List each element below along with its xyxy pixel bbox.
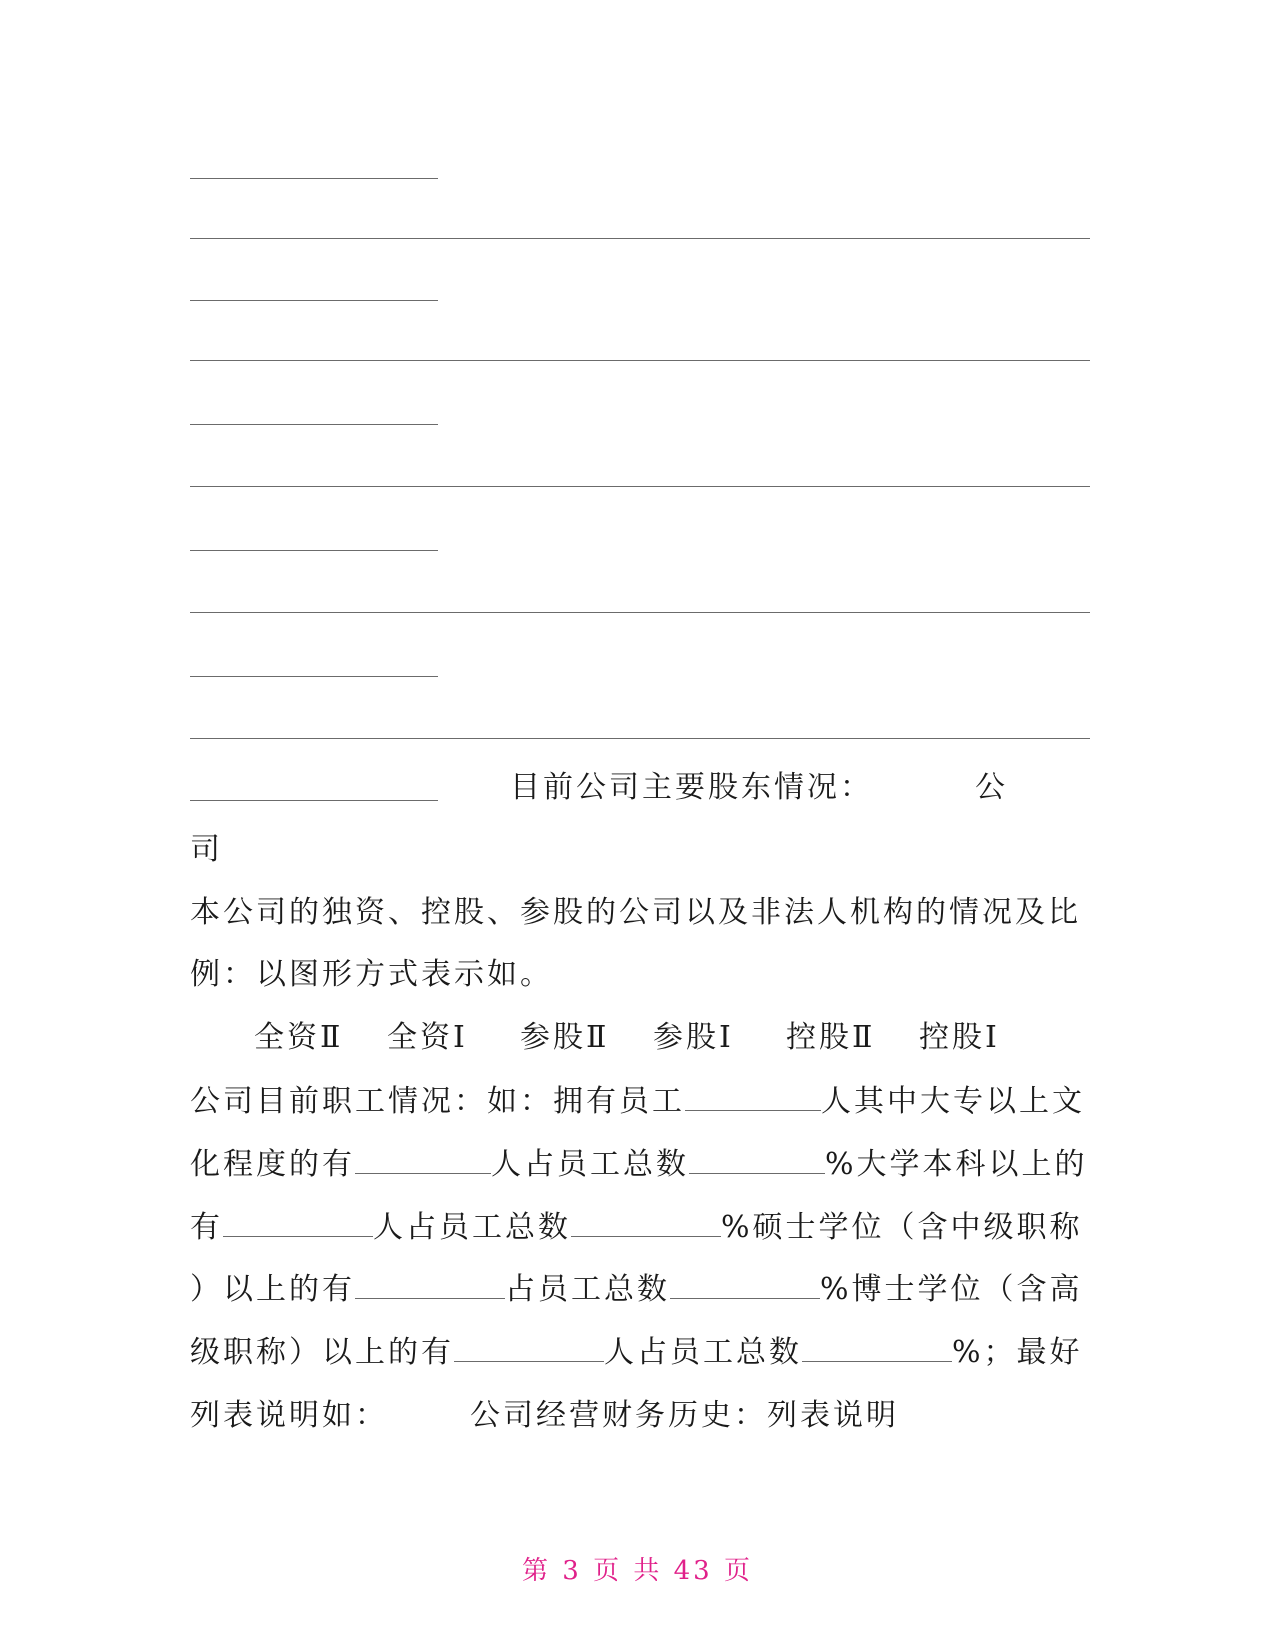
blank-rule — [190, 612, 1090, 613]
fill-blank — [689, 1145, 825, 1174]
section-heading-shareholders: 目前公司主要股东情况： — [510, 770, 873, 805]
staff-text: 列表说明如： — [190, 1398, 388, 1433]
staff-text: %硕士学位（含中级职称 — [721, 1210, 1083, 1245]
paragraph-line: 本公司的独资、控股、参股的公司以及非法人机构的情况及比 — [190, 895, 1081, 930]
diagram-label: 全资Ⅱ — [254, 1020, 344, 1055]
fill-blank — [802, 1333, 952, 1362]
staff-text: %；最好 — [952, 1335, 1083, 1370]
paragraph-line: 例：以图形方式表示如。 — [190, 957, 553, 992]
fill-blank — [223, 1208, 373, 1237]
fill-blank — [355, 1145, 491, 1174]
diagram-label: 参股Ⅰ — [653, 1020, 734, 1055]
staff-text: 人占员工总数 — [373, 1210, 571, 1245]
staff-text: 公司经营财务历史：列表说明 — [470, 1398, 899, 1433]
staff-text: 人占员工总数 — [604, 1335, 802, 1370]
staff-text: ）以上的有 — [190, 1272, 355, 1307]
staff-text: %博士学位（含高 — [820, 1272, 1083, 1307]
blank-rule — [190, 676, 438, 677]
blank-rule — [190, 738, 1090, 739]
diagram-label: 全资Ⅰ — [387, 1020, 468, 1055]
staff-text: 占员工总数 — [505, 1272, 670, 1307]
staff-line-4 — [190, 1270, 1083, 1310]
blank-rule — [190, 550, 438, 551]
page-footer: 第 3 页 共 43 页 — [522, 1556, 753, 1586]
blank-rule — [190, 300, 438, 301]
fill-blank — [670, 1270, 820, 1299]
staff-line-6 — [190, 1396, 899, 1436]
staff-line-3 — [190, 1208, 1083, 1248]
staff-line-2 — [190, 1145, 1088, 1185]
blank-rule — [190, 800, 438, 801]
diagram-label: 控股Ⅰ — [919, 1020, 1000, 1055]
staff-text: 公司目前职工情况：如：拥有员工 — [190, 1084, 685, 1119]
staff-text: 级职称）以上的有 — [190, 1335, 454, 1370]
text-line: 司 — [190, 832, 223, 867]
staff-text: 人其中大专以上文 — [821, 1084, 1085, 1119]
staff-text: 有 — [190, 1210, 223, 1245]
staff-text: 人占员工总数 — [491, 1147, 689, 1182]
blank-rule — [190, 424, 438, 425]
fill-blank — [454, 1333, 604, 1362]
blank-rule — [190, 238, 1090, 239]
fill-blank — [355, 1270, 505, 1299]
staff-text: 化程度的有 — [190, 1147, 355, 1182]
blank-rule — [190, 360, 1090, 361]
section-heading-tail: 公 — [975, 770, 1008, 805]
blank-rule — [190, 486, 1090, 487]
staff-line-5 — [190, 1333, 1083, 1373]
diagram-label: 参股Ⅱ — [520, 1020, 610, 1055]
staff-text: %大学本科以上的 — [825, 1147, 1088, 1182]
fill-blank — [571, 1208, 721, 1237]
blank-rule — [190, 178, 438, 179]
fill-blank — [685, 1082, 821, 1111]
staff-line-1 — [190, 1082, 1085, 1122]
diagram-label: 控股Ⅱ — [786, 1020, 876, 1055]
